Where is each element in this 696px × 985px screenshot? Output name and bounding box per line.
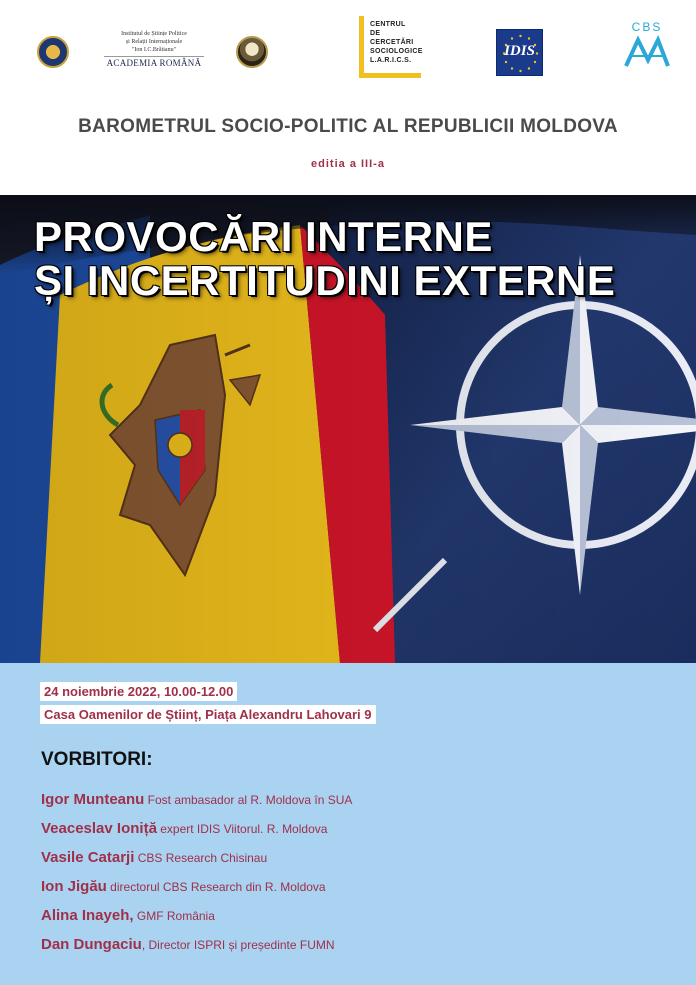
institute-line-3: "Ion I.C.Brătianu" — [131, 47, 177, 53]
institute-line-1: Institutul de Științe Politice — [121, 31, 187, 37]
speaker-role: , Director ISPRI și președinte FUMN — [141, 938, 335, 952]
event-date-time: 24 noiembrie 2022, 10.00-12.00 — [40, 682, 237, 701]
speaker-role: Fost ambasador al R. Moldova în SUA — [144, 793, 353, 807]
larics-logo — [359, 16, 421, 78]
idis-text: IDIS — [504, 43, 535, 59]
hero-title — [34, 215, 615, 303]
speaker-name: Igor Munteanu — [41, 791, 145, 808]
hero-title-line-1: PROVOCĂRI INTERNE — [34, 213, 493, 260]
event-info-section — [0, 663, 696, 985]
speaker-item — [41, 820, 327, 838]
event-location: Casa Oamenilor de Științ, Piața Alexandru Lahovari 9 — [40, 705, 376, 724]
edition-label: editia a III-a — [311, 158, 385, 170]
idis-logo — [496, 29, 543, 76]
speaker-name: Veaceslav Ioniță — [41, 820, 157, 837]
larics-line-4: L.A.R.I.C.S. — [370, 57, 412, 64]
cbs-text: CBS — [631, 20, 663, 34]
institute-logo — [104, 30, 204, 68]
speaker-item — [41, 791, 352, 809]
logo-strip — [0, 0, 696, 100]
speaker-item — [41, 878, 326, 896]
speaker-role: GMF România — [133, 909, 215, 923]
speaker-item — [41, 936, 335, 954]
institute-academy: ACADEMIA ROMÂNĂ — [104, 56, 204, 68]
hero-title-line-2: ȘI INCERTITUDINI EXTERNE — [34, 257, 616, 304]
larics-line-1: CENTRUL — [370, 21, 406, 28]
speaker-name: Alina Inayeh, — [41, 907, 134, 924]
speaker-role: CBS Research Chisinau — [134, 851, 268, 865]
institute-line-2: și Relații Internaționale — [125, 39, 183, 45]
speakers-heading: VORBITORI: — [41, 749, 153, 770]
speaker-name: Ion Jigău — [41, 878, 107, 895]
speaker-item — [41, 907, 215, 925]
portrait-medallion-logo — [236, 36, 268, 68]
academy-seal-logo — [37, 36, 69, 68]
larics-line-2: DE CERCETĂRI — [370, 30, 414, 46]
speaker-name: Vasile Catarji — [41, 849, 135, 866]
barometer-title: BAROMETRUL SOCIO-POLITIC AL REPUBLICII MOLDOVA — [78, 116, 618, 137]
speaker-name: Dan Dungaciu — [41, 936, 142, 953]
cbs-logo — [624, 20, 670, 72]
hero-banner — [0, 195, 696, 663]
speaker-role: directorul CBS Research din R. Moldova — [106, 880, 326, 894]
larics-line-3: SOCIOLOGICE — [370, 48, 423, 55]
speaker-item — [41, 849, 267, 867]
cbs-mountain-icon — [624, 34, 670, 68]
speaker-role: expert IDIS Viitorul. R. Moldova — [156, 822, 328, 836]
